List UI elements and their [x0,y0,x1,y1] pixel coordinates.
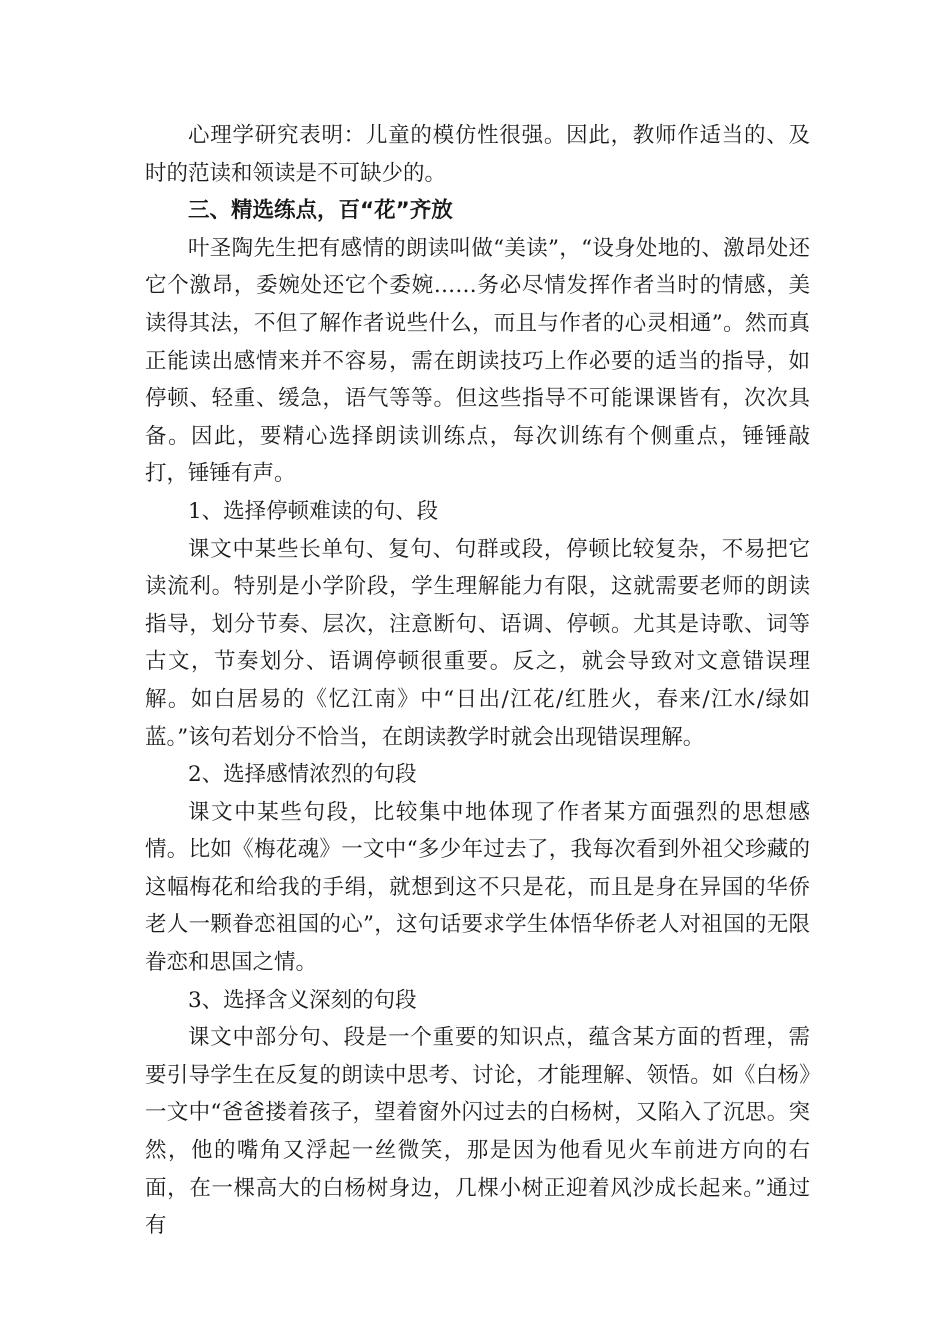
paragraph-emotion: 课文中某些句段，比较集中地体现了作者某方面强烈的思想感情。比如《梅花魂》一文中“多少年过去了，我每次看到外祖父珍藏的这幅梅花和给我的手绢，就想到这不只是花，而且是身在异国的华侨老人一颗眷恋祖国的心”，这句话要求学生体悟华侨老人对祖国的无限眷恋和思国之情。 [145,799,810,976]
subheading-3: 3、选择含义深刻的句段 [188,987,417,1013]
section-heading-3: 三、精选练点，百“花”齐放 [188,198,453,224]
subheading-1: 1、选择停顿难读的句、段 [188,498,439,524]
subheading-2: 2、选择感情浓烈的句段 [188,762,417,788]
paragraph-ye-shengtao: 叶圣陶先生把有感情的朗读叫做“美读”，“设身处地的、激昂处还它个激昂，委婉处还它个委婉……务必尽情发挥作者当时的情感，美读得其法，不但了解作者说些什么，而且与作者的心灵相通”。然而真正能读出感情来并不容易，需在朗读技巧上作必要的适当的指导，如停顿、轻重、缓急，语气等等。但这些指导不可能课课皆有，次次具备。因此，要精心选择朗读训练点，每次训练有个侧重点，锤锤敲打，锤锤有声。 [145,235,810,487]
paragraph-meaning: 课文中部分句、段是一个重要的知识点，蕴含某方面的哲理，需要引导学生在反复的朗读中思考、讨论，才能理解、领悟。如《白杨》一文中“爸爸搂着孩子，望着窗外闪过去的白杨树，又陷入了沉思。突然，他的嘴角又浮起一丝微笑，那是因为他看见火车前进方向的右面，在一棵高大的白杨树身边，几棵小树正迎着风沙成长起来。”通过有 [145,1025,810,1239]
paragraph-pauses: 课文中某些长单句、复句、句群或段，停顿比较复杂，不易把它读流利。特别是小学阶段，学生理解能力有限，这就需要老师的朗读指导，划分节奏、层次，注意断句、语调、停顿。尤其是诗歌、词等古文，节奏划分、语调停顿很重要。反之，就会导致对文意错误理解。如白居易的《忆江南》中“日出/江花/红胜火，春来/江水/绿如蓝。”该句若划分不恰当，在朗读教学时就会出现错误理解。 [145,536,810,750]
paragraph-psychology: 心理学研究表明：儿童的模仿性很强。因此，教师作适当的、及时的范读和领读是不可缺少的。 [145,123,810,186]
document-page [145,117,810,1245]
